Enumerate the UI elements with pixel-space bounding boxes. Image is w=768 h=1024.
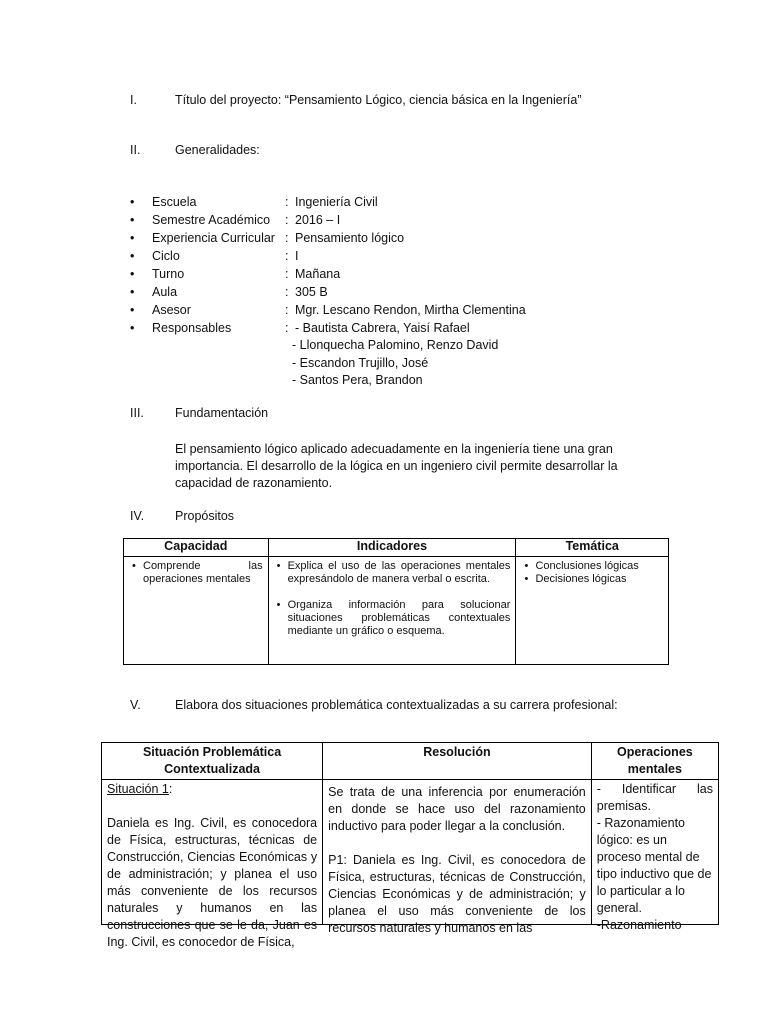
bullet-icon: • bbox=[130, 231, 135, 245]
tematica-cell bbox=[516, 557, 669, 665]
section-3-number: III. bbox=[130, 406, 144, 420]
fundamentacion-heading: Fundamentación bbox=[175, 406, 269, 420]
resolucion-p1: Se trata de una inferencia por enumeración en donde se hace uso del razonamiento inductivo para poder llegar a la conclusión. bbox=[328, 785, 586, 833]
generalidad-colon: : bbox=[285, 267, 289, 281]
generalidad-value: I bbox=[295, 249, 299, 263]
indicador-item: • Explica el uso de las operaciones mentales expresándolo de manera verbal o escrita. bbox=[288, 560, 511, 586]
section-5-number: V. bbox=[130, 698, 141, 712]
bullet-icon: • bbox=[130, 267, 135, 281]
generalidades-heading: Generalidades: bbox=[175, 143, 260, 157]
resolucion-cell bbox=[323, 780, 592, 935]
generalidad-colon: : bbox=[285, 195, 289, 209]
responsable-4: - Santos Pera, Brandon bbox=[292, 373, 423, 387]
project-title: Título del proyecto: “Pensamiento Lógico, ciencia básica en la Ingeniería” bbox=[175, 93, 582, 107]
operacion-item: -Razonamiento bbox=[596, 918, 682, 932]
generalidad-label: Semestre Académico bbox=[152, 213, 271, 227]
generalidad-colon: : bbox=[285, 249, 289, 263]
generalidad-value: 2016 – I bbox=[295, 213, 341, 227]
generalidad-value: Pensamiento lógico bbox=[295, 231, 405, 245]
capacidad-cell bbox=[124, 557, 269, 665]
generalidad-value: Ingeniería Civil bbox=[295, 195, 378, 209]
generalidad-label: Experiencia Curricular bbox=[152, 231, 275, 245]
tematica-item: • Decisiones lógicas bbox=[535, 573, 663, 586]
section-1-number: I. bbox=[130, 93, 137, 107]
generalidad-value: - Bautista Cabrera, Yaisí Rafael bbox=[295, 321, 470, 335]
generalidad-label: Escuela bbox=[152, 195, 197, 209]
generalidad-colon: : bbox=[285, 285, 289, 299]
operacion-item: - Identificar las premisas. bbox=[596, 782, 713, 813]
generalidad-value: 305 B bbox=[295, 285, 328, 299]
generalidad-colon: : bbox=[285, 231, 289, 245]
generalidad-colon: : bbox=[285, 213, 289, 227]
bullet-icon: • bbox=[130, 195, 135, 209]
generalidad-label: Ciclo bbox=[152, 249, 180, 263]
generalidad-label: Turno bbox=[152, 267, 185, 281]
indicadores-cell bbox=[268, 557, 516, 665]
section-4-number: IV. bbox=[130, 509, 145, 523]
situacion-text: Daniela es Ing. Civil, es conocedora de Física, estructuras, técnicas de Construcción, Ciencias Económicas y de administración; y planea el uso más conveniente de los recursos naturales y humanos en las construcciones que se le da, Juan es Ing. Civil, es conocedor de Física, bbox=[107, 816, 318, 949]
propositos-heading: Propósitos bbox=[175, 509, 235, 523]
bullet-icon: • bbox=[130, 303, 135, 317]
propositos-table bbox=[123, 538, 669, 665]
bullet-icon: • bbox=[130, 285, 135, 299]
generalidad-label: Asesor bbox=[152, 303, 191, 317]
bullet-icon: • bbox=[130, 321, 135, 335]
section-2-number: II. bbox=[130, 143, 141, 157]
bullet-icon: • bbox=[130, 213, 135, 227]
indicador-item: • Organiza información para solucionar situaciones problemáticas contextuales mediante un gráfico o esquema. bbox=[288, 599, 511, 638]
bullet-icon: • bbox=[130, 249, 135, 263]
responsable-2: - Llonquecha Palomino, Renzo David bbox=[292, 338, 499, 352]
situaciones-table bbox=[101, 742, 719, 949]
header-resolucion: Resolución bbox=[323, 743, 592, 780]
situaciones-heading: Elabora dos situaciones problemática contextualizadas a su carrera profesional: bbox=[175, 698, 618, 712]
header-operaciones: Operaciones mentales bbox=[591, 743, 718, 780]
generalidad-label: Responsables bbox=[152, 321, 232, 335]
generalidad-label: Aula bbox=[152, 285, 178, 299]
resolucion-p2: P1: Daniela es Ing. Civil, es conocedora de Física, estructuras, técnicas de Construcción, Ciencias Económicas y de administración; y planea el uso más conveniente de los recursos naturales y humanos en las bbox=[328, 853, 586, 935]
generalidad-colon: : bbox=[285, 303, 289, 317]
generalidad-value: Mgr. Lescano Rendon, Mirtha Clementina bbox=[295, 303, 526, 317]
header-indicadores: Indicadores bbox=[268, 539, 516, 557]
header-tematica: Temática bbox=[516, 539, 669, 557]
header-capacidad: Capacidad bbox=[124, 539, 269, 557]
capacidad-item: • Comprende las operaciones mentales bbox=[143, 560, 263, 586]
tematica-item: • Conclusiones lógicas bbox=[535, 560, 663, 573]
header-situacion: Situación Problemática Contextualizada bbox=[102, 743, 323, 780]
operacion-item: - Razonamiento lógico: es un proceso mental de tipo inductivo que de lo particular a lo general. bbox=[596, 816, 712, 915]
generalidad-colon: : bbox=[285, 321, 289, 335]
fundamentacion-paragraph: El pensamiento lógico aplicado adecuadamente en la ingeniería tiene una gran importancia. El desarrollo de la lógica en un ingeniero civil permite desarrollar la capacidad de razonamiento. bbox=[175, 442, 618, 490]
situacion-label: Situación 1 bbox=[107, 782, 169, 796]
responsable-3: - Escandon Trujillo, José bbox=[292, 356, 429, 370]
generalidad-value: Mañana bbox=[295, 267, 341, 281]
situacion-label-colon: : bbox=[168, 782, 173, 796]
situacion-cell bbox=[102, 780, 323, 949]
operaciones-cell bbox=[591, 780, 718, 932]
